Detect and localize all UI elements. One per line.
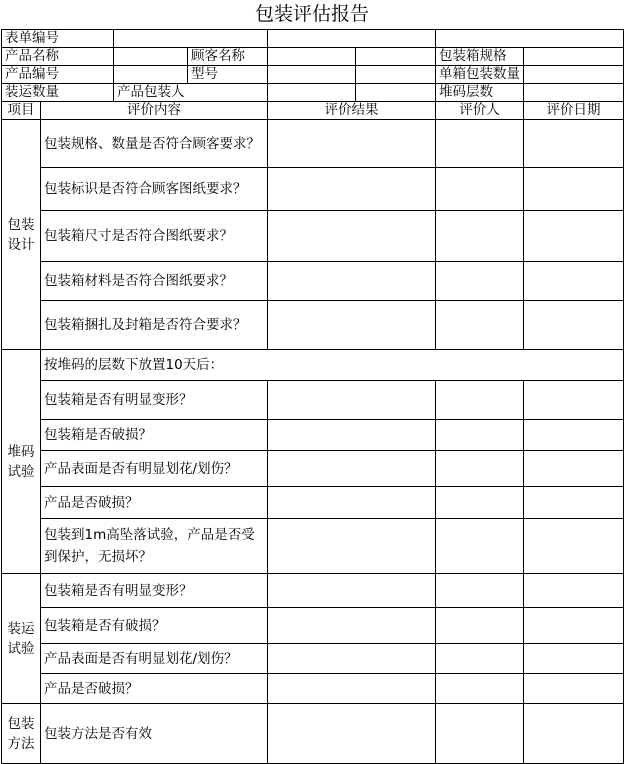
- item-evaluator[interactable]: [436, 608, 524, 644]
- item-evaluator[interactable]: [436, 704, 524, 764]
- table-row: [2, 262, 624, 301]
- evaluation-table: [1, 29, 624, 764]
- model-value[interactable]: [268, 66, 356, 84]
- item-result[interactable]: [268, 574, 436, 608]
- item-evaluator[interactable]: [436, 301, 524, 350]
- item-result[interactable]: [268, 211, 436, 262]
- box-spec-label: 包装箱规格: [436, 48, 524, 66]
- form-no-blank[interactable]: [436, 30, 624, 48]
- item-date[interactable]: [524, 674, 624, 704]
- box-qty-value[interactable]: [524, 66, 624, 84]
- item-date[interactable]: [524, 211, 624, 262]
- product-code-value[interactable]: [114, 66, 188, 84]
- item-result[interactable]: [268, 487, 436, 519]
- item-result[interactable]: [268, 381, 436, 420]
- item-date[interactable]: [524, 262, 624, 301]
- item-evaluator[interactable]: [436, 420, 524, 451]
- item-result[interactable]: [268, 420, 436, 451]
- box-spec-value[interactable]: [524, 48, 624, 66]
- col-content-header: 评价内容: [41, 102, 268, 120]
- item-content: 产品是否破损？: [41, 487, 268, 519]
- item-date[interactable]: [524, 168, 624, 211]
- table-row: [2, 487, 624, 519]
- header-row-product-code: [2, 66, 624, 84]
- item-date[interactable]: [524, 644, 624, 674]
- item-content: 产品表面是否有明显划花/划伤？: [41, 644, 268, 674]
- item-date[interactable]: [524, 381, 624, 420]
- form-no-value[interactable]: [114, 30, 268, 48]
- item-evaluator[interactable]: [436, 487, 524, 519]
- item-content: 包装方法是否有效: [41, 704, 268, 764]
- column-header-row: [2, 102, 624, 120]
- item-evaluator[interactable]: [436, 120, 524, 168]
- item-date[interactable]: [524, 487, 624, 519]
- group-label-method: 包装方法: [2, 704, 41, 764]
- table-row: [2, 704, 624, 764]
- item-date[interactable]: [524, 704, 624, 764]
- group-label-design: 包装设计: [2, 120, 41, 350]
- table-row: [2, 168, 624, 211]
- group-label-shipping: 装运试验: [2, 574, 41, 704]
- table-row: [2, 420, 624, 451]
- table-row-note: [2, 350, 624, 381]
- item-result[interactable]: [268, 262, 436, 301]
- table-row: [2, 574, 624, 608]
- table-row: [2, 120, 624, 168]
- report-title: 包装评估报告: [254, 3, 369, 25]
- item-result[interactable]: [268, 301, 436, 350]
- header-row-form-no: [2, 30, 624, 48]
- table-row: [2, 608, 624, 644]
- product-name-label: 产品名称: [2, 48, 114, 66]
- table-row: [2, 381, 624, 420]
- item-evaluator[interactable]: [436, 574, 524, 608]
- packer-value[interactable]: [268, 84, 356, 102]
- packer-label: 产品包装人: [114, 84, 268, 102]
- col-item-header: 项目: [2, 102, 41, 120]
- item-date[interactable]: [524, 420, 624, 451]
- box-qty-label: 单箱包装数量: [436, 66, 524, 84]
- item-evaluator[interactable]: [436, 262, 524, 301]
- product-code-label: 产品编号: [2, 66, 114, 84]
- item-result[interactable]: [268, 451, 436, 487]
- table-row: [2, 644, 624, 674]
- packer-value-extra[interactable]: [356, 84, 436, 102]
- item-date[interactable]: [524, 301, 624, 350]
- item-result[interactable]: [268, 674, 436, 704]
- item-evaluator[interactable]: [436, 519, 524, 574]
- item-content: 包装箱是否有明显变形？: [41, 381, 268, 420]
- stack-layers-value[interactable]: [524, 84, 624, 102]
- item-result[interactable]: [268, 120, 436, 168]
- item-result[interactable]: [268, 519, 436, 574]
- table-row: [2, 519, 624, 574]
- item-evaluator[interactable]: [436, 644, 524, 674]
- item-content: 产品是否破损？: [41, 674, 268, 704]
- item-content: 包装箱是否破损？: [41, 420, 268, 451]
- customer-name-label: 顾客名称: [188, 48, 268, 66]
- header-row-ship-qty: [2, 84, 624, 102]
- item-evaluator[interactable]: [436, 451, 524, 487]
- item-content: 包装箱是否有明显变形？: [41, 574, 268, 608]
- item-content: 包装箱材料是否符合图纸要求？: [41, 262, 268, 301]
- ship-qty-label: 装运数量: [2, 84, 114, 102]
- item-result[interactable]: [268, 608, 436, 644]
- table-row: [2, 451, 624, 487]
- table-row: [2, 301, 624, 350]
- item-result[interactable]: [268, 704, 436, 764]
- item-content: 包装到1m高坠落试验，产品是否受到保护，无损坏？: [41, 519, 268, 574]
- form-no-label: 表单编号: [2, 30, 114, 48]
- item-evaluator[interactable]: [436, 211, 524, 262]
- col-result-header: 评价结果: [268, 102, 436, 120]
- item-result[interactable]: [268, 168, 436, 211]
- item-date[interactable]: [524, 608, 624, 644]
- item-evaluator[interactable]: [436, 674, 524, 704]
- stacking-note: 按堆码的层数下放置10天后：: [41, 350, 624, 381]
- item-date[interactable]: [524, 519, 624, 574]
- model-label: 型号: [188, 66, 268, 84]
- item-content: 产品表面是否有明显划花/划伤？: [41, 451, 268, 487]
- item-content: 包装规格、数量是否符合顾客要求？: [41, 120, 268, 168]
- item-evaluator[interactable]: [436, 381, 524, 420]
- col-evaluator-header: 评价人: [436, 102, 524, 120]
- item-result[interactable]: [268, 644, 436, 674]
- table-row: [2, 211, 624, 262]
- customer-name-value-extra[interactable]: [356, 48, 436, 66]
- item-date[interactable]: [524, 120, 624, 168]
- item-content: 包装箱捆扎及封箱是否符合要求？: [41, 301, 268, 350]
- item-evaluator[interactable]: [436, 168, 524, 211]
- group-label-stacking: 堆码试验: [2, 350, 41, 574]
- header-row-product-name: [2, 48, 624, 66]
- item-content: 包装箱是否有破损？: [41, 608, 268, 644]
- item-date[interactable]: [524, 451, 624, 487]
- customer-name-value[interactable]: [268, 48, 356, 66]
- model-value-extra[interactable]: [356, 66, 436, 84]
- stack-layers-label: 堆码层数: [436, 84, 524, 102]
- item-content: 包装标识是否符合顾客图纸要求？: [41, 168, 268, 211]
- item-content: 包装箱尺寸是否符合图纸要求？: [41, 211, 268, 262]
- form-no-value-extra[interactable]: [268, 30, 436, 48]
- col-date-header: 评价日期: [524, 102, 624, 120]
- product-name-value[interactable]: [114, 48, 188, 66]
- item-date[interactable]: [524, 574, 624, 608]
- table-row: [2, 674, 624, 704]
